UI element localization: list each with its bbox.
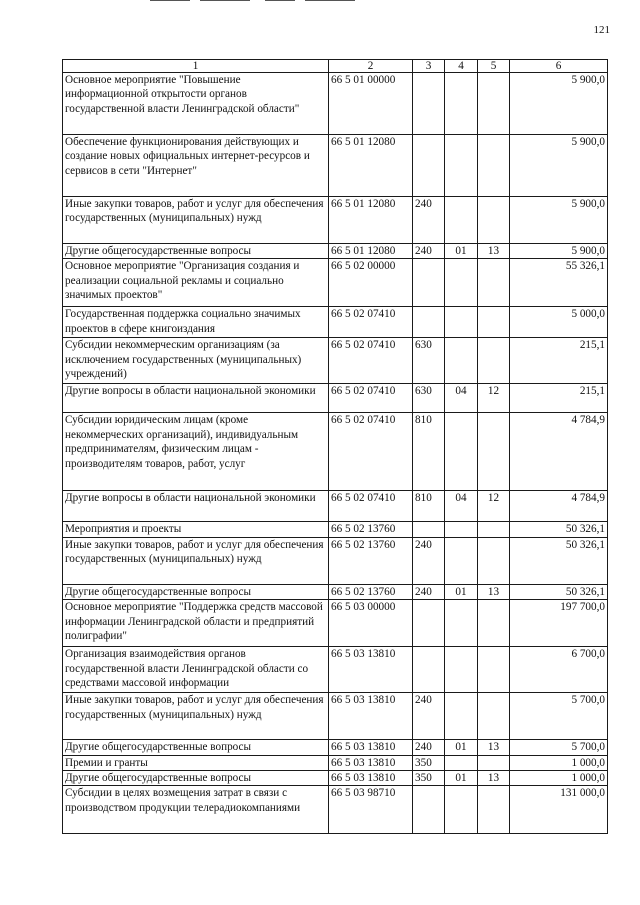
cell-code: 66 5 01 12080 [329,197,413,244]
table-row [63,338,608,384]
cell-section [445,537,478,584]
cell-subsection [478,259,510,307]
cell-section: 01 [445,771,478,786]
cell-subsection: 13 [478,244,510,259]
table-row [63,584,608,599]
cell-subsection [478,693,510,740]
cell-amount: 1 000,0 [510,755,608,770]
cell-name: Организация взаимодействия органов государственной власти Ленинградской области со средствами массовой информации [63,647,329,693]
cell-section [445,522,478,537]
table-row [63,197,608,244]
budget-table [62,59,608,834]
cell-amount: 50 326,1 [510,584,608,599]
cell-section [445,647,478,693]
cell-code: 66 5 02 07410 [329,413,413,491]
cell-code: 66 5 02 13760 [329,537,413,584]
header-col-1: 1 [63,60,329,73]
header-col-6: 6 [510,60,608,73]
cell-name: Другие общегосударственные вопросы [63,244,329,259]
cell-code: 66 5 02 07410 [329,307,413,338]
cell-amount: 1 000,0 [510,771,608,786]
cell-amount: 5 900,0 [510,73,608,135]
cell-section [445,338,478,384]
cell-section: 01 [445,584,478,599]
cell-name: Основное мероприятие "Повышение информационной открытости органов государственной власти Ленинградской области" [63,73,329,135]
cell-name: Другие общегосударственные вопросы [63,584,329,599]
cell-name: Основное мероприятие "Поддержка средств массовой информации Ленинградской области и предприятий полиграфии" [63,600,329,647]
cell-amount: 5 700,0 [510,693,608,740]
cell-subsection [478,786,510,834]
cell-subsection [478,307,510,338]
cell-expense-type [413,786,445,834]
cell-name: Субсидии юридическим лицам (кроме некоммерческих организаций), индивидуальным предпринимателям, физическим лицам - производителям товаров, работ, услуг [63,413,329,491]
cell-amount: 4 784,9 [510,491,608,522]
cell-subsection: 13 [478,740,510,755]
table-row [63,600,608,647]
cell-expense-type [413,600,445,647]
cell-section [445,307,478,338]
table-row [63,413,608,491]
cell-name: Государственная поддержка социально значимых проектов в сфере книгоиздания [63,307,329,338]
cell-amount: 5 000,0 [510,307,608,338]
cell-name: Иные закупки товаров, работ и услуг для обеспечения государственных (муниципальных) нужд [63,197,329,244]
cell-expense-type [413,73,445,135]
page-number: 121 [593,24,610,36]
cell-amount: 5 900,0 [510,197,608,244]
cell-code: 66 5 01 12080 [329,244,413,259]
table-row [63,73,608,135]
cell-amount: 5 700,0 [510,740,608,755]
cell-section: 04 [445,384,478,413]
cell-expense-type: 240 [413,740,445,755]
table-row [63,647,608,693]
cell-code: 66 5 03 98710 [329,786,413,834]
cell-subsection: 12 [478,384,510,413]
cell-amount: 50 326,1 [510,522,608,537]
cell-code: 66 5 02 07410 [329,338,413,384]
cell-amount: 5 900,0 [510,244,608,259]
scan-edge-mark [305,0,355,1]
cell-code: 66 5 02 00000 [329,259,413,307]
header-col-4: 4 [445,60,478,73]
cell-section [445,755,478,770]
cell-section: 01 [445,244,478,259]
cell-name: Мероприятия и проекты [63,522,329,537]
table-row [63,755,608,770]
cell-name: Субсидии некоммерческим организациям (за исключением государственных (муниципальных) учреждений) [63,338,329,384]
table-row [63,693,608,740]
cell-code: 66 5 03 13810 [329,740,413,755]
cell-expense-type: 350 [413,771,445,786]
cell-expense-type: 810 [413,491,445,522]
cell-expense-type: 630 [413,384,445,413]
cell-code: 66 5 01 12080 [329,135,413,197]
cell-code: 66 5 03 13810 [329,755,413,770]
header-col-3: 3 [413,60,445,73]
cell-section [445,73,478,135]
cell-amount: 6 700,0 [510,647,608,693]
cell-section [445,786,478,834]
table-row [63,135,608,197]
scan-edge-mark [265,0,295,1]
table-row [63,244,608,259]
cell-section [445,693,478,740]
cell-expense-type: 240 [413,693,445,740]
cell-code: 66 5 02 07410 [329,384,413,413]
cell-expense-type: 240 [413,584,445,599]
cell-name: Другие вопросы в области национальной экономики [63,491,329,522]
cell-subsection [478,755,510,770]
cell-subsection [478,600,510,647]
cell-code: 66 5 02 07410 [329,491,413,522]
table-row [63,491,608,522]
table-row [63,771,608,786]
cell-amount: 215,1 [510,338,608,384]
cell-subsection: 13 [478,771,510,786]
cell-expense-type: 240 [413,197,445,244]
cell-amount: 131 000,0 [510,786,608,834]
table-row [63,786,608,834]
cell-amount: 5 900,0 [510,135,608,197]
table-row [63,259,608,307]
cell-section: 01 [445,740,478,755]
cell-code: 66 5 02 13760 [329,584,413,599]
table-row [63,537,608,584]
cell-section [445,259,478,307]
cell-name: Субсидии в целях возмещения затрат в связи с производством продукции телерадиокомпаниями [63,786,329,834]
cell-amount: 50 326,1 [510,537,608,584]
cell-expense-type [413,259,445,307]
cell-expense-type: 810 [413,413,445,491]
cell-amount: 55 326,1 [510,259,608,307]
cell-expense-type [413,647,445,693]
cell-amount: 4 784,9 [510,413,608,491]
cell-name: Другие вопросы в области национальной экономики [63,384,329,413]
scan-edge-mark [200,0,250,1]
cell-section [445,413,478,491]
cell-subsection [478,522,510,537]
header-col-2: 2 [329,60,413,73]
cell-subsection: 12 [478,491,510,522]
header-col-5: 5 [478,60,510,73]
cell-name: Другие общегосударственные вопросы [63,771,329,786]
cell-section [445,135,478,197]
cell-subsection [478,647,510,693]
table-row [63,522,608,537]
cell-expense-type: 630 [413,338,445,384]
cell-amount: 197 700,0 [510,600,608,647]
cell-code: 66 5 03 13810 [329,647,413,693]
cell-subsection [478,197,510,244]
cell-subsection [478,537,510,584]
cell-name: Обеспечение функционирования действующих и создание новых официальных интернет-ресурсов и сервисов в сети "Интернет" [63,135,329,197]
cell-expense-type: 350 [413,755,445,770]
cell-section: 04 [445,491,478,522]
cell-expense-type [413,135,445,197]
cell-code: 66 5 01 00000 [329,73,413,135]
cell-name: Премии и гранты [63,755,329,770]
cell-section [445,600,478,647]
cell-name: Другие общегосударственные вопросы [63,740,329,755]
table-row [63,384,608,413]
table-row [63,307,608,338]
cell-subsection [478,135,510,197]
table-header-row [63,60,608,73]
cell-name: Иные закупки товаров, работ и услуг для обеспечения государственных (муниципальных) нужд [63,693,329,740]
cell-subsection [478,73,510,135]
scan-edge-mark [150,0,190,1]
cell-code: 66 5 03 13810 [329,771,413,786]
cell-expense-type: 240 [413,537,445,584]
cell-expense-type [413,522,445,537]
cell-code: 66 5 03 13810 [329,693,413,740]
cell-expense-type: 240 [413,244,445,259]
table-row [63,740,608,755]
cell-name: Иные закупки товаров, работ и услуг для обеспечения государственных (муниципальных) нужд [63,537,329,584]
cell-code: 66 5 02 13760 [329,522,413,537]
cell-code: 66 5 03 00000 [329,600,413,647]
cell-subsection [478,413,510,491]
cell-section [445,197,478,244]
cell-subsection [478,338,510,384]
cell-expense-type [413,307,445,338]
cell-name: Основное мероприятие "Организация создания и реализации социальной рекламы и социально значимых проектов" [63,259,329,307]
cell-subsection: 13 [478,584,510,599]
cell-amount: 215,1 [510,384,608,413]
